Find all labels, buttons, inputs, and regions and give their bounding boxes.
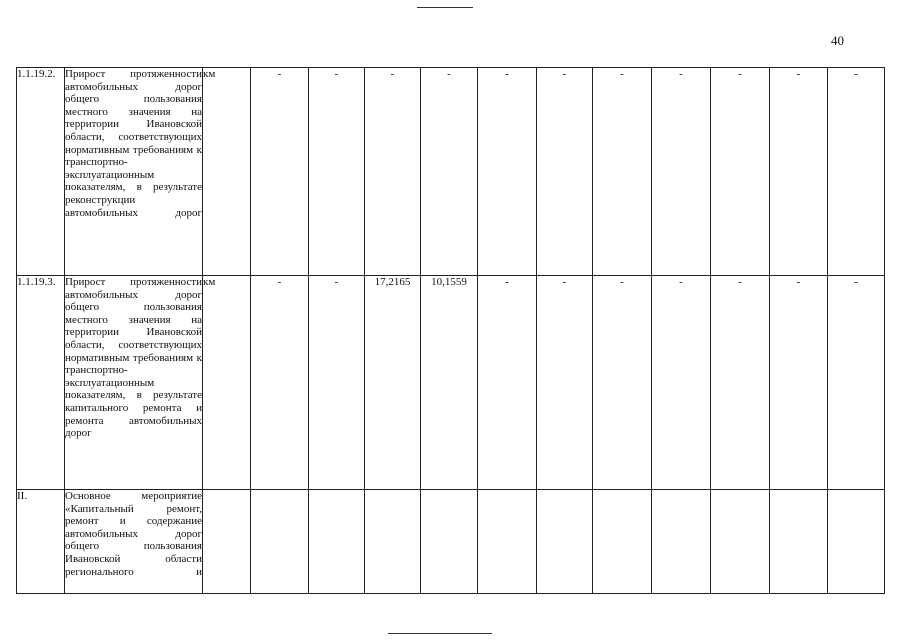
value-cell: 17,2165 [365, 276, 421, 490]
page-number: 40 [831, 33, 844, 48]
value-cell: - [593, 276, 652, 490]
row-name-text: Основное мероприятие «Капитальный ремонт, ремонт и содержание автомобильных дорог общего пользования Ивановской области регионального и [65, 490, 202, 578]
value-cell: - [421, 68, 478, 276]
value-cell: - [593, 68, 652, 276]
value-cell [365, 490, 421, 594]
value-cell: - [478, 276, 537, 490]
value-cell [770, 490, 828, 594]
value-cell: - [652, 276, 711, 490]
value-cell: 10,1559 [421, 276, 478, 490]
value-cell: - [652, 68, 711, 276]
row-name-cell [65, 68, 203, 276]
value-cell: - [537, 276, 593, 490]
bottom-decorative-line [388, 633, 492, 634]
value-cell [251, 490, 309, 594]
value-cell [537, 490, 593, 594]
value-cell [593, 490, 652, 594]
value-cell [652, 490, 711, 594]
table-row [17, 276, 885, 490]
row-code-cell: 1.1.19.3. [17, 276, 65, 490]
value-cell: - [711, 68, 770, 276]
row-name-text: Прирост протяженности автомобильных дорог общего пользования местного значения на территории Ивановской области, соответствующих нормативным требованиям к транспортно-эксплуатационным показателям, в результате капитального ремонта и ремонта автомобильных дорог [65, 276, 202, 440]
value-cell [309, 490, 365, 594]
value-cell [711, 490, 770, 594]
row-unit-cell: км [203, 276, 251, 490]
value-cell: - [309, 68, 365, 276]
value-cell [478, 490, 537, 594]
row-unit-cell: км [203, 68, 251, 276]
row-name-cell [65, 490, 203, 594]
value-cell: - [770, 68, 828, 276]
row-unit-cell [203, 490, 251, 594]
value-cell: - [251, 68, 309, 276]
row-code-cell: II. [17, 490, 65, 594]
value-cell: - [365, 68, 421, 276]
value-cell [421, 490, 478, 594]
value-cell: - [770, 276, 828, 490]
value-cell: - [828, 276, 885, 490]
top-decorative-line [417, 7, 473, 8]
table-row [17, 68, 885, 276]
value-cell: - [309, 276, 365, 490]
row-name-cell [65, 276, 203, 490]
table-row [17, 490, 885, 594]
row-name-text: Прирост протяженности автомобильных дорог общего пользования местного значения на территории Ивановской области, соответствующих нормативным требованиям к транспортно-эксплуатационным показателям, в результате реконструкции автомобильных дорог [65, 68, 202, 219]
row-code-cell: 1.1.19.2. [17, 68, 65, 276]
value-cell: - [251, 276, 309, 490]
value-cell: - [537, 68, 593, 276]
value-cell: - [828, 68, 885, 276]
value-cell: - [478, 68, 537, 276]
indicators-table [16, 67, 885, 594]
value-cell [828, 490, 885, 594]
value-cell: - [711, 276, 770, 490]
